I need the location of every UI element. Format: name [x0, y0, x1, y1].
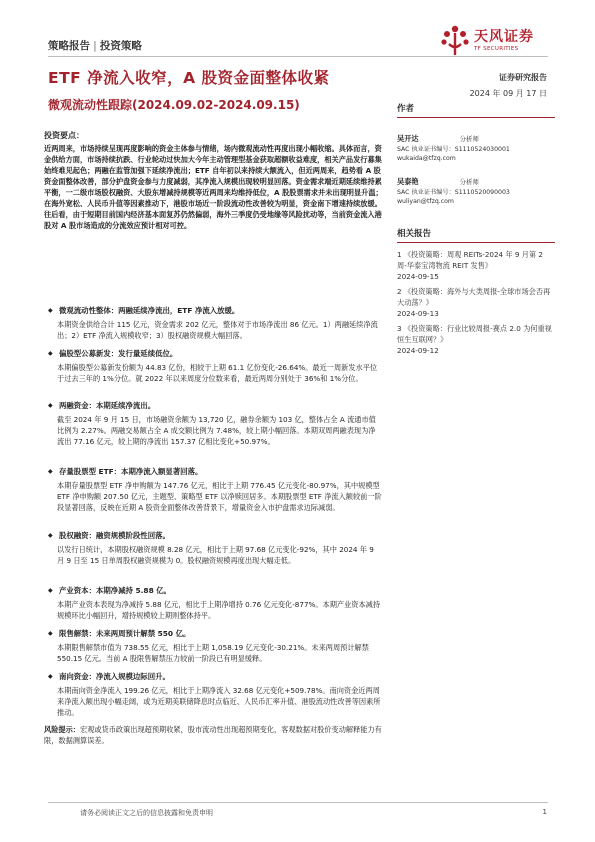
item-heading: ◆ 产业资本：本期净减持 5.88 亿。: [48, 585, 382, 596]
related-report-date: 2024-09-15: [397, 272, 439, 281]
footer-divider: [48, 802, 548, 803]
item-heading: ◆ 微观流动性整体：两融延续净流出，ETF 净流入放缓。: [48, 305, 382, 316]
related-divider: [397, 242, 555, 243]
list-item: [48, 400, 382, 447]
related-report-date: 2024-09-12: [397, 346, 439, 355]
risk-notice: [44, 724, 386, 746]
footer-disclaimer: 请务必阅读正文之后的信息披露和免责申明: [80, 809, 213, 817]
logo-icon: [440, 24, 470, 58]
authors-divider: [397, 117, 555, 118]
list-item: [48, 628, 382, 664]
item-heading: ◆ 偏股型公募新发：发行量延续低位。: [48, 348, 382, 359]
related-report-item[interactable]: [397, 323, 555, 356]
item-body: 本期限售解禁市值为 738.55 亿元，相比于上期 1,058.19 亿元变化-30.21%。未来两周预计解禁 550.15 亿元。当前 A 股限售解禁压力较前一阶段已有明显缓释。: [57, 643, 369, 663]
item-heading: ◆ 存量股票型 ETF：本期净流入额显著回落。: [48, 466, 382, 477]
author-card: [397, 169, 555, 206]
item-body: 以发行日统计，本期股权融资规模 8.28 亿元，相比于上期 97.68 亿元变化-92%，其中 2024 年 9 月 9 日至 15 日单周股权融资规模为 0。股权融资规模再度出现大幅走低。: [57, 545, 374, 565]
logo-name: 天风证券: [474, 29, 534, 45]
summary-text: 近两周来，市场持续呈现再度影响的资金主体参与情绪，场内微观流动性再度出现小幅收缩。具体而言，资金供给方面，市场持续抗跌、行业轮动过快加大今年主动管理型基金获取超额收益难度，相关产品发行募集始终难见起色；两融在监管加强下延续净流出；ETF 自年初以来持续大额流入，但近两周来，趋势看 A 股资金面整体改善，部分护盘资金参与力度减弱，其净流入规模出现较明显回落。资金需求端近期延续维持累平衡，一二级市场股权融资、大股东增减持规模等近两周来均维持低位，A 股股票需求并未出现明显升温；在海外宽松、人民币升值等因素推动下，港股市场近一阶段流动性改善较为明显，资金南下增速持续放缓。往后看，由于短期目前国内经济基本面复苏仍然偏弱，海外三季度仍受地缘等风险扰动等，当前资金流入港股对 A 股市场造成的分流效应预计相对可控。: [44, 144, 383, 230]
item-heading: ◆ 南向资金：净流入规模边际回升。: [48, 671, 382, 682]
risk-label: 风险提示：: [44, 725, 80, 734]
investment-summary: [44, 130, 386, 231]
list-item: [48, 671, 382, 718]
related-report-title[interactable]: 2 《投资策略：海外与大类周报-全球市场会否再大动荡？》: [397, 287, 551, 307]
category-label: 策略报告: [48, 40, 90, 52]
author-role: 分析师: [459, 135, 479, 143]
author-name: 吴开达: [397, 134, 419, 143]
report-title: ETF 净流入收窄，A 股资金面整体收紧: [48, 69, 330, 87]
list-item: [48, 348, 382, 384]
author-sac: SAC 执业证书编号：S1110524030001: [397, 146, 510, 153]
related-report-item[interactable]: [397, 286, 555, 319]
brand-logo: [440, 22, 555, 62]
author-email[interactable]: wuliyan@tfzq.com: [397, 198, 454, 205]
related-report-title[interactable]: 1 《投资策略：周观 REITs-2024 年 9 月第 2 周-华泰宝湾物流 REIT 发售》: [397, 250, 543, 270]
item-body: 本期产业资本表现为净减持 5.88 亿元，相比于上期净增持 0.76 亿元变化-877%。本期产业资本减持规模环比小幅回升，增持规模较上期则整体持平。: [57, 600, 381, 620]
risk-text: 宏观或货币政策出现超预期收紧，股市流动性出现超预期变化，客观数据对股价变动解释能力有限，数据测算误差。: [44, 725, 382, 745]
related-report-date: 2024-09-13: [397, 309, 439, 318]
logo-subtitle: TF SECURITIES: [474, 46, 519, 52]
item-body: 本期存量股票型 ETF 净申购额为 147.76 亿元，相比于上期 776.45 亿元变化-80.97%，其中规模型 ETF 净申购额 207.50 亿元，主题型、策略型 ETF 以净赎回居多。本期股票型 ETF 净流入额较前一阶段显著回落，反映在近期 A 股资金面整体改善背景下，增量资金入市护盘需求边际减弱。: [57, 481, 382, 512]
page-number: 1: [542, 808, 547, 816]
related-report-title[interactable]: 3 《投资策略：行业比较周报-赛点 2.0 为何重视恒生互联网？》: [397, 324, 552, 344]
list-item: [48, 466, 382, 513]
author-name: 吴泰艳: [397, 177, 419, 186]
sidebar-related-reports: [397, 227, 555, 356]
author-email[interactable]: wukaida@tfzq.com: [397, 155, 456, 162]
report-date: 2024 年 09 月 17 日: [469, 89, 547, 98]
list-item: [48, 305, 382, 341]
related-report-item[interactable]: [397, 249, 555, 282]
item-body: 本期偏股型公募新发份额为 44.83 亿份，相较于上期 61.1 亿份变化-26.64%。最近一周新发水平位于过去三年的 1%分位。就 2022 年以来周度分位数来看，最近两周分别处于 36%和 1%分位。: [57, 363, 378, 383]
item-heading: ◆ 两融资金：本期延续净流出。: [48, 400, 382, 411]
author-role: 分析师: [459, 178, 479, 186]
list-item: [48, 530, 382, 566]
author-sac: SAC 执业证书编号：S1110520090003: [397, 189, 510, 196]
item-body: 截至 2024 年 9 月 15 日，市场融资余额为 13,720 亿，融券余额为 103 亿，整体占全 A 流通市值比例为 2.27%。两融交易额占全 A 成交额比例为 7.48%，较上期小幅回落。本期双周两融表现为净流出 77.16 亿元，较上期的净流出 157.37 亿相比变化+50.97%。: [57, 415, 376, 446]
report-subtitle: 微观流动性跟踪(2024.09.02-2024.09.15): [48, 98, 300, 112]
category-label-2: 投资策略: [99, 40, 142, 52]
related-heading: 相关报告: [397, 229, 432, 239]
sidebar-authors: [397, 102, 555, 206]
item-body: 本期资金供给合计 115 亿元，资金需求 202 亿元，整体对于市场净流出 86 亿元。1）两融延续净流出；2）ETF 净流入规模收窄；3）股权融资规模大幅回落。: [57, 320, 378, 340]
author-card: [397, 126, 555, 163]
item-heading: ◆ 限售解禁：未来两周预计解禁 550 亿。: [48, 628, 382, 639]
category-separator: |: [93, 40, 97, 52]
authors-heading: 作者: [397, 104, 415, 114]
summary-heading: 投资要点：: [44, 131, 84, 140]
report-type: 证券研究报告: [499, 73, 547, 82]
item-heading: ◆ 股权融资：融资规模阶段性回落。: [48, 530, 382, 541]
list-item: [48, 585, 382, 621]
report-category: [48, 38, 142, 53]
item-body: 本期南向资金净流入 199.26 亿元，相比于上期净流入 32.68 亿元变化+509.78%。南向资金近两周来净流入额出现小幅走阔，或为近期美联储降息时点临近、人民币汇率升值、港股流动性改善等因素所推动。: [57, 686, 381, 717]
